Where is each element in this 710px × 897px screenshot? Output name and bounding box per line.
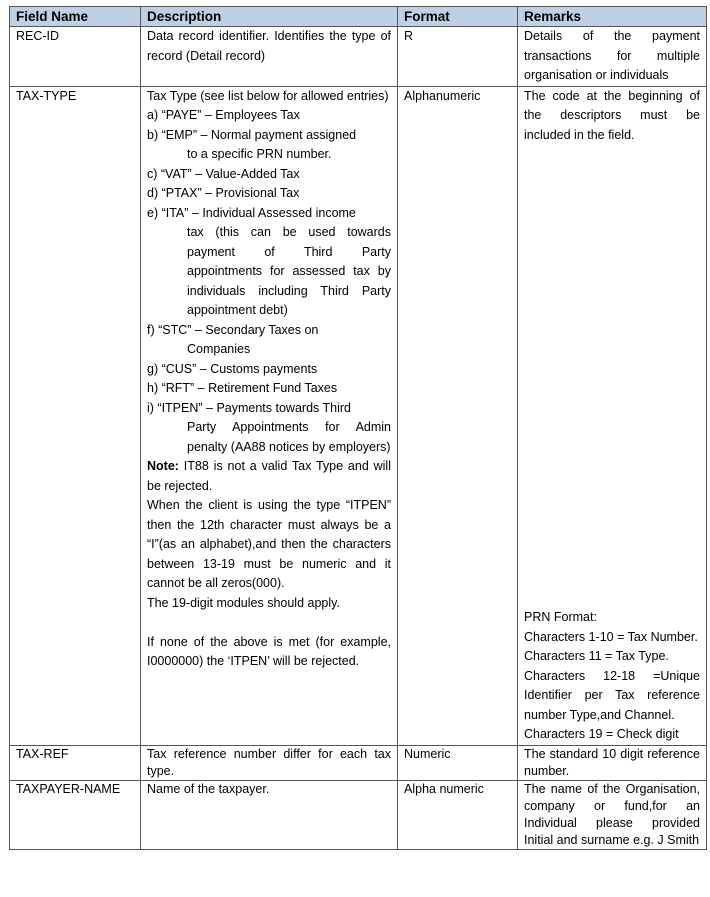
- note-label: Note:: [147, 459, 179, 473]
- remarks-top: The code at the beginning of the descriptors must be included in the field.: [524, 88, 700, 142]
- header-row: [10, 7, 707, 27]
- table-row: [10, 780, 707, 849]
- tax-type-item-cont: tax (this can be used towards payment of Third Party appointments for assessed tax by individuals including Third Party appointment debt): [187, 225, 391, 317]
- table-row: [10, 27, 707, 87]
- field-name-cell: TAX-REF: [10, 745, 141, 780]
- table-row: [10, 745, 707, 780]
- tax-type-item-head: g) “CUS” – Customs payments: [147, 361, 318, 376]
- format-cell: R: [398, 27, 518, 87]
- description-cell: [141, 86, 398, 745]
- itpen-rule-text: When the client is using the type “ITPEN” then the 12th character must always be a “I”(as an alphabet),and then the characters between 13-19 must be numeric and it cannot be all zeros(000).: [147, 498, 391, 590]
- prn-format-line: Characters 12-18 =Unique Identifier per Tax reference number Type,and Channel.: [524, 668, 700, 722]
- field-name-cell: REC-ID: [10, 27, 141, 87]
- field-name-cell: TAX-TYPE: [10, 86, 141, 745]
- header-description: Description: [141, 7, 398, 27]
- tax-type-item-head: a) “PAYE” – Employees Tax: [147, 108, 300, 122]
- tax-type-item-cont: Party Appointments for Admin penalty (AA88 notices by employers): [187, 420, 391, 454]
- tax-type-item-head: h) “RFT” – Retirement Fund Taxes: [147, 381, 338, 395]
- tax-type-item-head: f) “STC” – Secondary Taxes on: [147, 322, 319, 337]
- description-cell: Data record identifier. Identifies the type of record (Detail record): [141, 27, 398, 87]
- tax-type-item-head: b) “EMP” – Normal payment assigned: [147, 127, 357, 142]
- header-remarks: Remarks: [518, 7, 707, 27]
- remarks-cell: The name of the Organisation, company or fund,for an Individual please provided Initial and surname e.g. J Smith: [518, 780, 707, 849]
- format-cell: Alpha numeric: [398, 780, 518, 849]
- blank-line: [147, 613, 391, 633]
- tax-type-item-cont: Companies: [187, 342, 251, 356]
- tax-type-item-cont: to a specific PRN number.: [187, 147, 332, 161]
- format-cell: Alphanumeric: [398, 86, 518, 745]
- description-intro: Tax Type (see list below for allowed entries): [147, 88, 389, 103]
- tax-type-item-head: e) “ITA” – Individual Assessed income: [147, 205, 356, 220]
- prn-format-line: Characters 1-10 = Tax Number.: [524, 629, 698, 644]
- modules-text: The 19-digit modules should apply.: [147, 595, 340, 610]
- header-field-name: Field Name: [10, 7, 141, 27]
- remarks-cell: The standard 10 digit reference number.: [518, 745, 707, 780]
- table-row: [10, 86, 707, 745]
- remarks-spacer: [524, 145, 700, 608]
- prn-format-title: PRN Format:: [524, 610, 597, 624]
- prn-format-line: Characters 11 = Tax Type.: [524, 649, 669, 663]
- description-cell: Name of the taxpayer.: [141, 780, 398, 849]
- rejected-text: If none of the above is met (for example, I0000000) the ‘ITPEN’ will be rejected.: [147, 634, 391, 668]
- prn-format-line: Characters 19 = Check digit: [524, 727, 679, 741]
- remarks-cell: Details of the payment transactions for multiple organisation or individuals: [518, 27, 707, 87]
- header-format: Format: [398, 7, 518, 27]
- note-paragraph: [147, 457, 391, 496]
- description-cell: Tax reference number differ for each tax type.: [141, 745, 398, 780]
- field-name-cell: TAXPAYER-NAME: [10, 780, 141, 849]
- tax-type-item-head: c) “VAT” – Value-Added Tax: [147, 166, 300, 181]
- tax-type-item-head: i) “ITPEN” – Payments towards Third: [147, 400, 351, 415]
- format-cell: Numeric: [398, 745, 518, 780]
- remarks-cell: [518, 86, 707, 745]
- note-text: IT88 is not a valid Tax Type and will be rejected.: [147, 459, 391, 493]
- field-spec-table: [9, 6, 707, 850]
- tax-type-item-head: d) “PTAX” – Provisional Tax: [147, 186, 300, 200]
